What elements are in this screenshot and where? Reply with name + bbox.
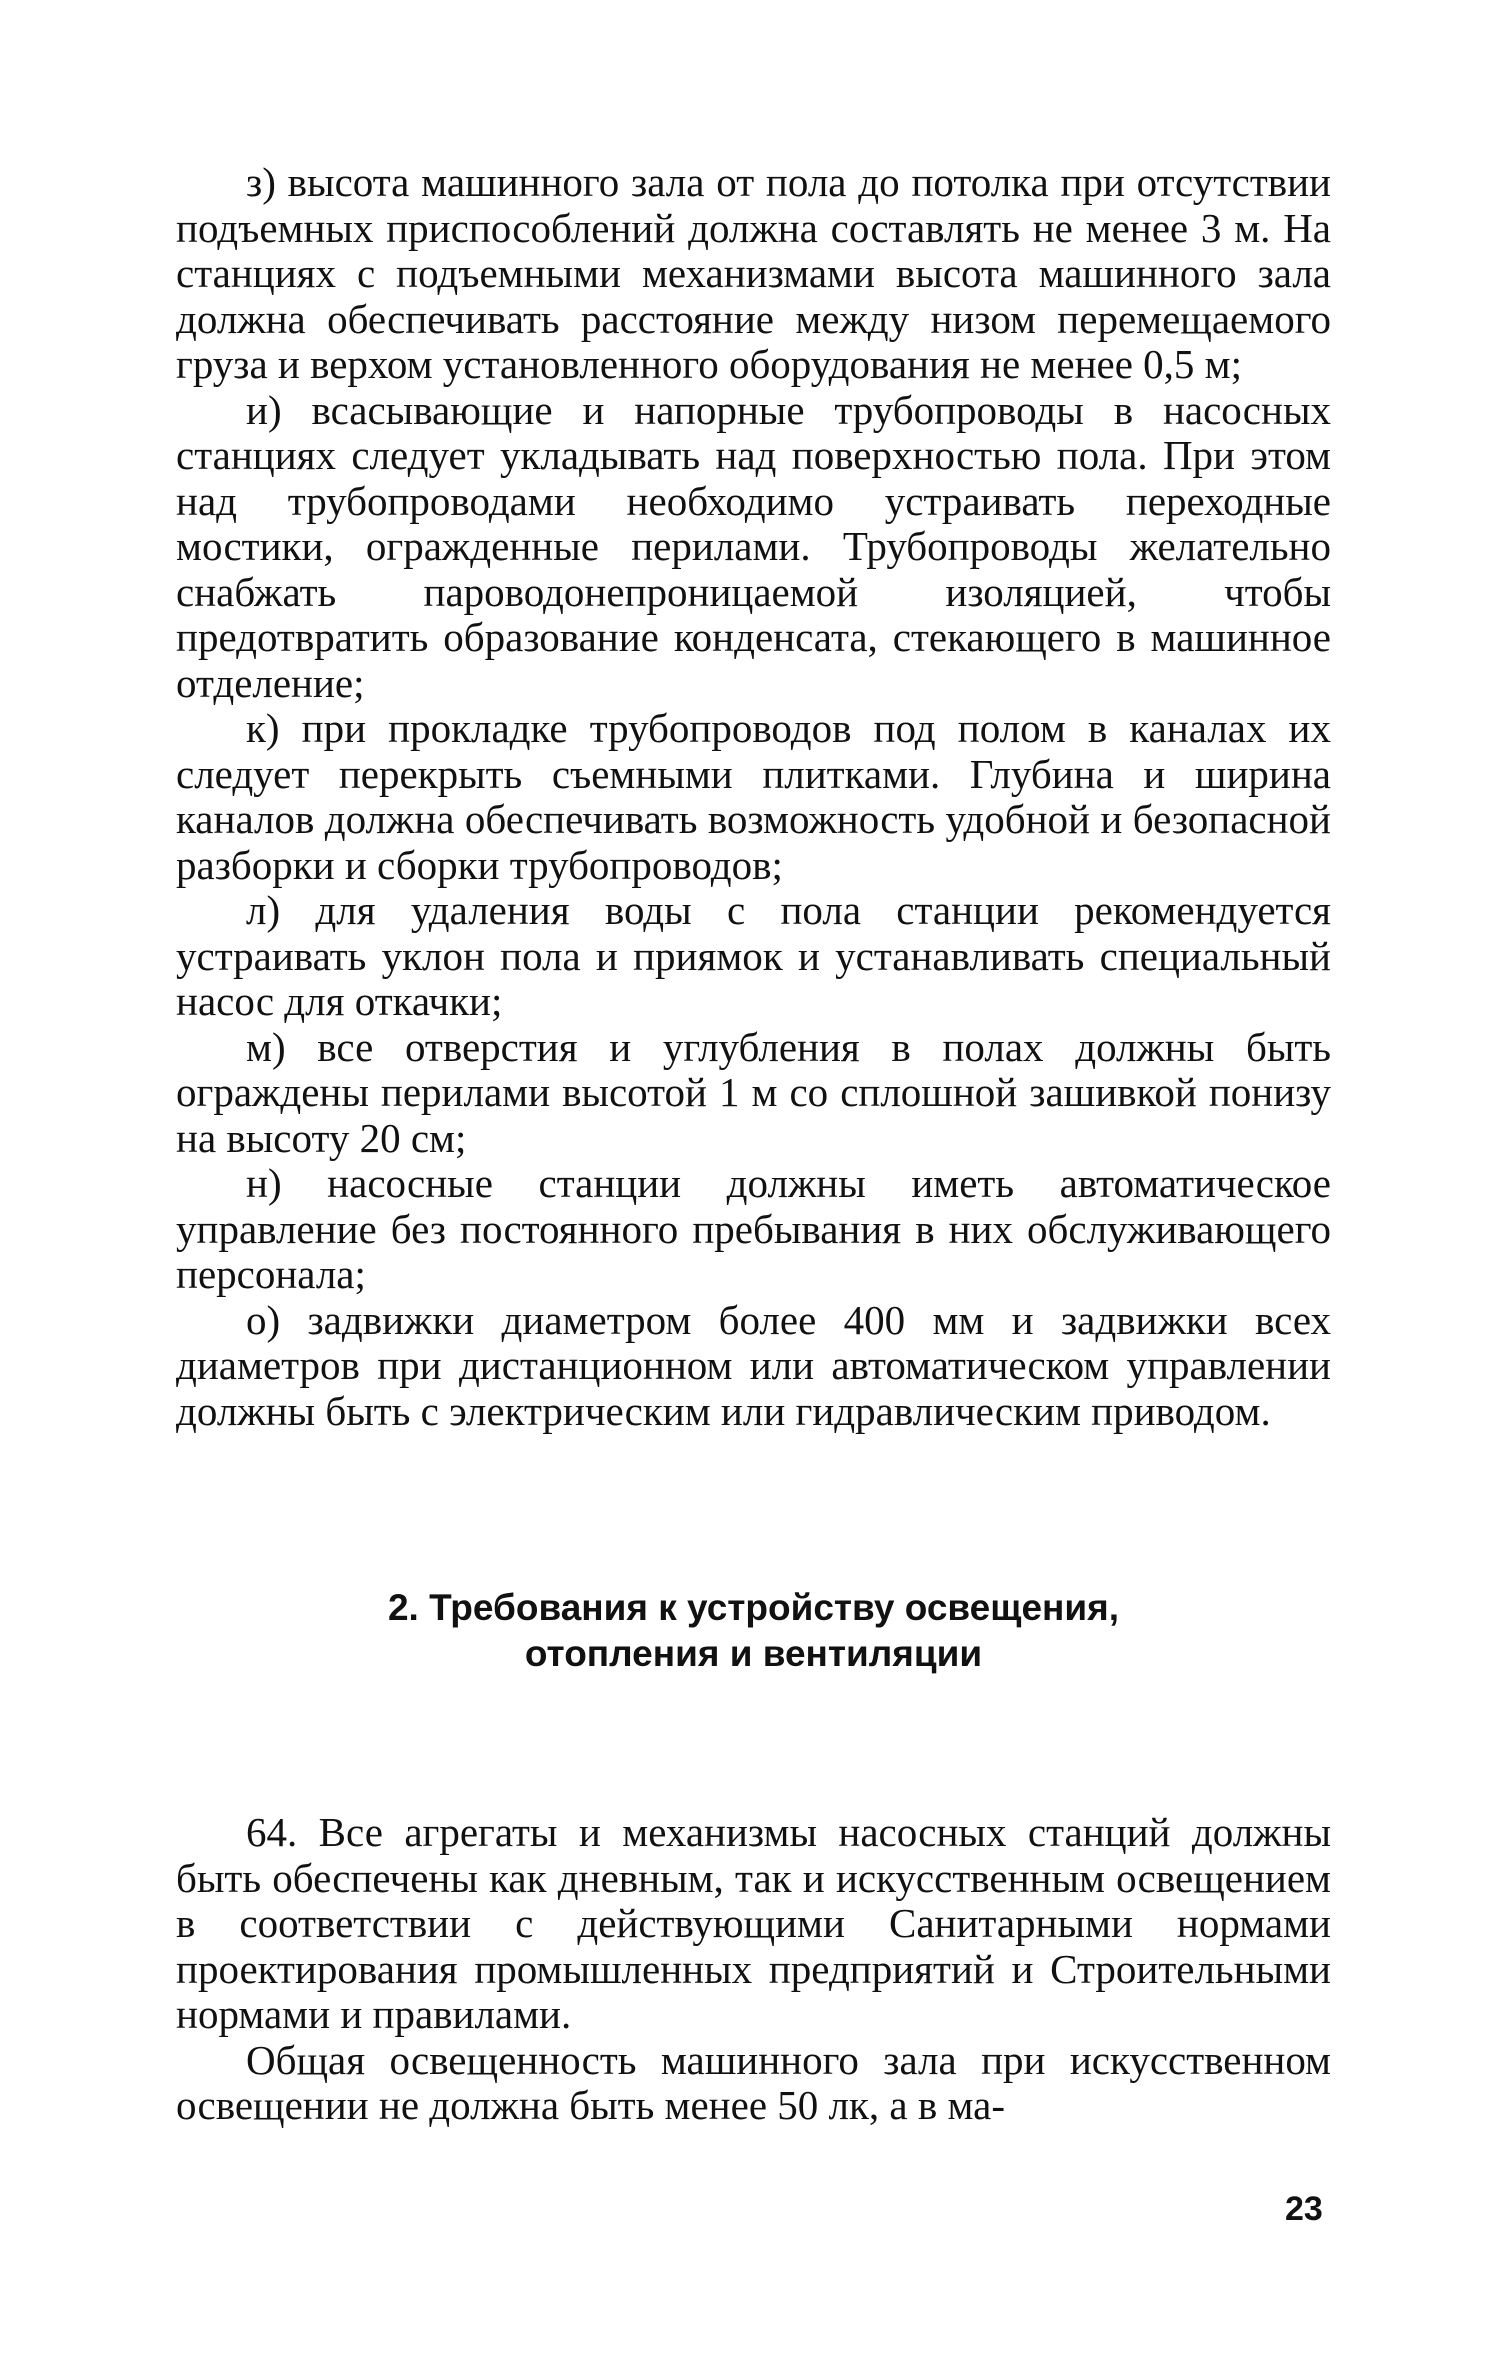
requirements-list [176, 160, 1331, 1434]
paragraph-n: н) насосные станции должны иметь автоматическое управление без постоянного пребывания в них обслуживающего персонала; [176, 1160, 1331, 1297]
paragraph-k: к) при прокладке трубопроводов под полом в каналах их следует перекрыть съемными плитками. Глубина и ширина каналов должна обеспечивать возможность удобной и безопасной разборки и сборки трубопроводов; [176, 705, 1331, 888]
paragraph-64: 64. Все агрегаты и механизмы насосных станций должны быть обеспечены как дневным, так и искусственным освещением в соответствии с действующими Санитарными нормами проектирования промышленных предприятий и Строительными нормами и правилами. [176, 1809, 1331, 2037]
paragraph-o: о) задвижки диаметром более 400 мм и задвижки всех диаметров при дистанционном или автоматическом управлении должны быть с электрическим или гидравлическим приводом. [176, 1296, 1331, 1434]
section-heading [176, 1585, 1331, 1677]
paragraph-i: и) всасывающие и напорные трубопроводы в насосных станциях следует укладывать над поверхностью пола. При этом над трубопроводами необходимо устраивать переходные мостики, огражденные перилами. Трубопроводы желательно снабжать пароводонепроницаемой изоляцией, чтобы предотвратить образование конденсата, стекающего в машинное отделение; [176, 386, 1331, 706]
paragraph-illumination: Общая освещенность машинного зала при искусственном освещении не должна быть менее 50 лк, а в ма- [176, 2036, 1331, 2128]
section-heading-line1: 2. Требования к устройству освещения, [387, 1587, 1120, 1628]
lighting-section [176, 1810, 1331, 2129]
section-heading-line2: отопления и вентиляции [524, 1633, 983, 1674]
paragraph-z: з) высота машинного зала от пола до потолка при отсутствии подъемных приспособлений должна составлять не менее 3 м. На станциях с подъемными механизмами высота машинного зала должна обеспечивать расстояние между низом перемещаемого груза и верхом установленного оборудования не менее 0,5 м; [176, 159, 1331, 387]
page-number: 23 [1285, 2190, 1323, 2228]
paragraph-m: м) все отверстия и углубления в полах должны быть ограждены перилами высотой 1 м со сплошной зашивкой понизу на высоту 20 см; [176, 1023, 1331, 1161]
paragraph-l: л) для удаления воды с пола станции рекомендуется устраивать уклон пола и приямок и устанавливать специальный насос для откачки; [176, 887, 1331, 1024]
